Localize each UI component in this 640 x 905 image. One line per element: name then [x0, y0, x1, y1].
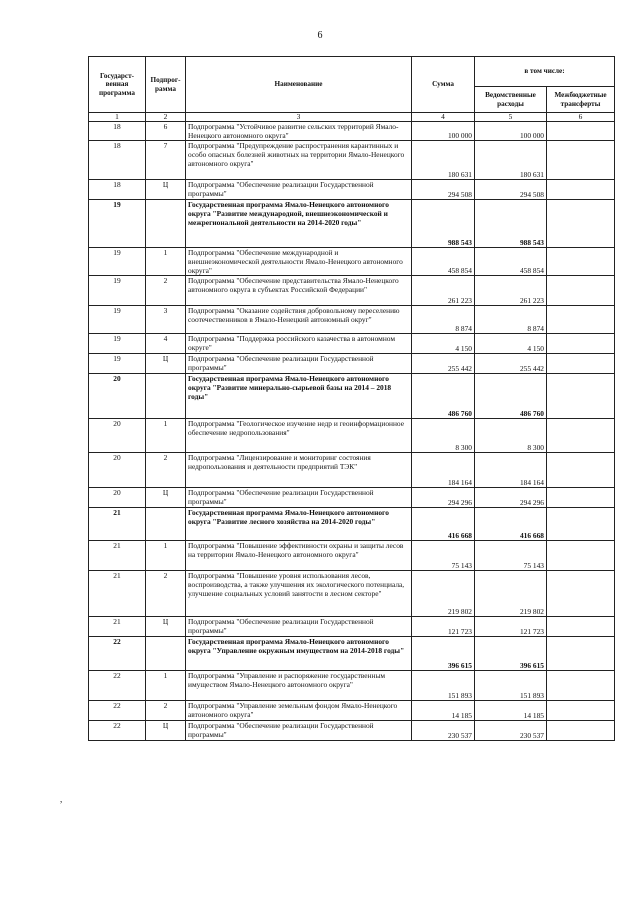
program-code-cell: 19 — [89, 248, 146, 276]
subprogram-code-cell: 1 — [146, 671, 186, 701]
column-number: 3 — [186, 113, 412, 122]
program-code-cell: 21 — [89, 571, 146, 617]
subprogram-code-cell: 7 — [146, 141, 186, 180]
sum-cell: 121 723 — [412, 617, 475, 637]
transfers-cell — [547, 354, 615, 374]
transfers-cell — [547, 306, 615, 334]
subprogram-row — [89, 180, 615, 200]
subprogram-code-cell — [146, 374, 186, 419]
name-cell: Государственная программа Ямало-Ненецкого автономного округа "Развитие лесного хозяйства на 2014-2020 годы" — [186, 508, 412, 541]
name-cell: Государственная программа Ямало-Ненецкого автономного округа "Развитие минерально-сырьевой базы на 2014 – 2018 годы" — [186, 374, 412, 419]
subprogram-row — [89, 122, 615, 141]
subprogram-code-cell — [146, 637, 186, 671]
transfers-cell — [547, 617, 615, 637]
sum-cell: 219 802 — [412, 571, 475, 617]
subprogram-code-cell: Ц — [146, 721, 186, 741]
sum-cell: 184 164 — [412, 453, 475, 488]
subprogram-code-cell: Ц — [146, 180, 186, 200]
program-code-cell: 19 — [89, 200, 146, 248]
program-code-cell: 19 — [89, 334, 146, 354]
program-row — [89, 374, 615, 419]
sum-cell: 151 893 — [412, 671, 475, 701]
subprogram-code-cell: 2 — [146, 453, 186, 488]
departmental-cell: 219 802 — [475, 571, 547, 617]
transfers-cell — [547, 334, 615, 354]
column-number: 4 — [412, 113, 475, 122]
header-subprogram: Подпрог-рамма — [146, 57, 186, 113]
name-cell: Подпрограмма "Обеспечение реализации Государственной программы" — [186, 354, 412, 374]
departmental-cell: 486 760 — [475, 374, 547, 419]
name-cell: Подпрограмма "Управление земельным фондом Ямало-Ненецкого автономного округа" — [186, 701, 412, 721]
departmental-cell: 14 185 — [475, 701, 547, 721]
subprogram-code-cell: 3 — [146, 306, 186, 334]
sum-cell: 486 760 — [412, 374, 475, 419]
program-code-cell: 21 — [89, 617, 146, 637]
subprogram-code-cell: 4 — [146, 334, 186, 354]
sum-cell: 988 543 — [412, 200, 475, 248]
budget-table — [88, 56, 615, 741]
sum-cell: 255 442 — [412, 354, 475, 374]
name-cell: Подпрограмма "Оказание содействия добровольному переселению соотечественников в Ямало-Ненецкий автономный округ" — [186, 306, 412, 334]
program-code-cell: 21 — [89, 541, 146, 571]
subprogram-code-cell: 1 — [146, 248, 186, 276]
transfers-cell — [547, 571, 615, 617]
departmental-cell: 8 874 — [475, 306, 547, 334]
header-name: Наименование — [186, 57, 412, 113]
program-row — [89, 200, 615, 248]
transfers-cell — [547, 701, 615, 721]
subprogram-code-cell — [146, 508, 186, 541]
transfers-cell — [547, 180, 615, 200]
program-code-cell: 22 — [89, 671, 146, 701]
column-number: 5 — [475, 113, 547, 122]
departmental-cell: 180 631 — [475, 141, 547, 180]
departmental-cell: 4 150 — [475, 334, 547, 354]
transfers-cell — [547, 141, 615, 180]
program-code-cell: 20 — [89, 374, 146, 419]
sum-cell: 8 300 — [412, 419, 475, 453]
column-number-row — [89, 113, 615, 122]
subprogram-row — [89, 671, 615, 701]
sum-cell: 294 508 — [412, 180, 475, 200]
sum-cell: 396 615 — [412, 637, 475, 671]
name-cell: Подпрограмма "Обеспечение реализации Государственной программы" — [186, 617, 412, 637]
subprogram-code-cell: Ц — [146, 617, 186, 637]
departmental-cell: 184 164 — [475, 453, 547, 488]
departmental-cell: 396 615 — [475, 637, 547, 671]
subprogram-row — [89, 248, 615, 276]
subprogram-row — [89, 541, 615, 571]
sum-cell: 100 000 — [412, 122, 475, 141]
subprogram-row — [89, 721, 615, 741]
subprogram-row — [89, 141, 615, 180]
column-number: 6 — [547, 113, 615, 122]
transfers-cell — [547, 721, 615, 741]
name-cell: Подпрограмма "Геологическое изучение недр и геоинформационное обеспечение недропользования" — [186, 419, 412, 453]
transfers-cell — [547, 488, 615, 508]
transfers-cell — [547, 374, 615, 419]
subprogram-code-cell: 2 — [146, 276, 186, 306]
departmental-cell: 75 143 — [475, 541, 547, 571]
departmental-cell: 8 300 — [475, 419, 547, 453]
departmental-cell: 988 543 — [475, 200, 547, 248]
sum-cell: 4 150 — [412, 334, 475, 354]
transfers-cell — [547, 419, 615, 453]
header-departmental: Ведомственные расходы — [475, 87, 547, 113]
subprogram-code-cell: 2 — [146, 701, 186, 721]
sum-cell: 180 631 — [412, 141, 475, 180]
name-cell: Подпрограмма "Повышение уровня использования лесов, воспроизводства, а также улучшения их экологического потенциала, улучшение социальных условий занятости в лесном секторе" — [186, 571, 412, 617]
header-transfers: Межбюджетные трансферты — [547, 87, 615, 113]
name-cell: Подпрограмма "Управление и распоряжение государственным имуществом Ямало-Ненецкого автономного округа" — [186, 671, 412, 701]
name-cell: Подпрограмма "Обеспечение реализации Государственной программы" — [186, 488, 412, 508]
transfers-cell — [547, 637, 615, 671]
subprogram-row — [89, 701, 615, 721]
program-code-cell: 22 — [89, 701, 146, 721]
subprogram-row — [89, 571, 615, 617]
transfers-cell — [547, 541, 615, 571]
program-code-cell: 20 — [89, 453, 146, 488]
name-cell: Подпрограмма "Обеспечение реализации Государственной программы" — [186, 180, 412, 200]
subprogram-row — [89, 453, 615, 488]
name-cell: Государственная программа Ямало-Ненецкого автономного округа "Развитие международной, внешнеэкономической и межрегиональной деятельности на 2014-2020 годы" — [186, 200, 412, 248]
subprogram-row — [89, 334, 615, 354]
sum-cell: 14 185 — [412, 701, 475, 721]
scan-mark: , — [60, 794, 63, 804]
departmental-cell: 100 000 — [475, 122, 547, 141]
column-number: 1 — [89, 113, 146, 122]
program-code-cell: 18 — [89, 180, 146, 200]
header-sum: Сумма — [412, 57, 475, 113]
sum-cell: 261 223 — [412, 276, 475, 306]
program-row — [89, 637, 615, 671]
sum-cell: 75 143 — [412, 541, 475, 571]
transfers-cell — [547, 248, 615, 276]
sum-cell: 8 874 — [412, 306, 475, 334]
departmental-cell: 230 537 — [475, 721, 547, 741]
header-gos-program: Государст-венная программа — [89, 57, 146, 113]
program-code-cell: 18 — [89, 122, 146, 141]
program-code-cell: 20 — [89, 419, 146, 453]
program-code-cell: 22 — [89, 637, 146, 671]
subprogram-row — [89, 276, 615, 306]
program-code-cell: 19 — [89, 306, 146, 334]
name-cell: Подпрограмма "Обеспечение реализации Государственной программы" — [186, 721, 412, 741]
transfers-cell — [547, 276, 615, 306]
departmental-cell: 294 508 — [475, 180, 547, 200]
transfers-cell — [547, 508, 615, 541]
sum-cell: 294 296 — [412, 488, 475, 508]
subprogram-row — [89, 488, 615, 508]
name-cell: Подпрограмма "Повышение эффективности охраны и защиты лесов на территории Ямало-Ненецкого автономного округа" — [186, 541, 412, 571]
name-cell: Подпрограмма "Обеспечение представительства Ямало-Ненецкого автономного округа в субъектах Российской Федерации" — [186, 276, 412, 306]
subprogram-code-cell: Ц — [146, 488, 186, 508]
subprogram-code-cell: 1 — [146, 419, 186, 453]
name-cell: Подпрограмма "Предупреждение распространения карантинных и особо опасных болезней животных на территории Ямало-Ненецкого автономного округа" — [186, 141, 412, 180]
transfers-cell — [547, 122, 615, 141]
subprogram-code-cell — [146, 200, 186, 248]
column-number: 2 — [146, 113, 186, 122]
transfers-cell — [547, 671, 615, 701]
header-of-which: в том числе: — [475, 57, 615, 87]
subprogram-row — [89, 354, 615, 374]
departmental-cell: 294 296 — [475, 488, 547, 508]
sum-cell: 416 668 — [412, 508, 475, 541]
subprogram-row — [89, 617, 615, 637]
page-number: 6 — [317, 30, 323, 41]
transfers-cell — [547, 453, 615, 488]
departmental-cell: 121 723 — [475, 617, 547, 637]
name-cell: Государственная программа Ямало-Ненецкого автономного округа "Управление окружным имуществом на 2014-2018 годы" — [186, 637, 412, 671]
departmental-cell: 255 442 — [475, 354, 547, 374]
program-code-cell: 19 — [89, 276, 146, 306]
program-code-cell: 20 — [89, 488, 146, 508]
program-code-cell: 18 — [89, 141, 146, 180]
sum-cell: 230 537 — [412, 721, 475, 741]
subprogram-row — [89, 306, 615, 334]
program-code-cell: 21 — [89, 508, 146, 541]
subprogram-code-cell: 2 — [146, 571, 186, 617]
subprogram-row — [89, 419, 615, 453]
departmental-cell: 151 893 — [475, 671, 547, 701]
name-cell: Подпрограмма "Обеспечение международной и внешнеэкономической деятельности Ямало-Ненецкого автономного округа" — [186, 248, 412, 276]
transfers-cell — [547, 200, 615, 248]
name-cell: Подпрограмма "Лицензирование и мониторинг состояния недропользования и деятельности предприятий ТЭК" — [186, 453, 412, 488]
program-code-cell: 19 — [89, 354, 146, 374]
program-code-cell: 22 — [89, 721, 146, 741]
subprogram-code-cell: 6 — [146, 122, 186, 141]
sum-cell: 458 854 — [412, 248, 475, 276]
program-row — [89, 508, 615, 541]
name-cell: Подпрограмма "Поддержка российского казачества в автономном округе" — [186, 334, 412, 354]
departmental-cell: 416 668 — [475, 508, 547, 541]
subprogram-code-cell: Ц — [146, 354, 186, 374]
departmental-cell: 458 854 — [475, 248, 547, 276]
subprogram-code-cell: 1 — [146, 541, 186, 571]
name-cell: Подпрограмма "Устойчивое развитие сельских территорий Ямало-Ненецкого автономного округа" — [186, 122, 412, 141]
departmental-cell: 261 223 — [475, 276, 547, 306]
